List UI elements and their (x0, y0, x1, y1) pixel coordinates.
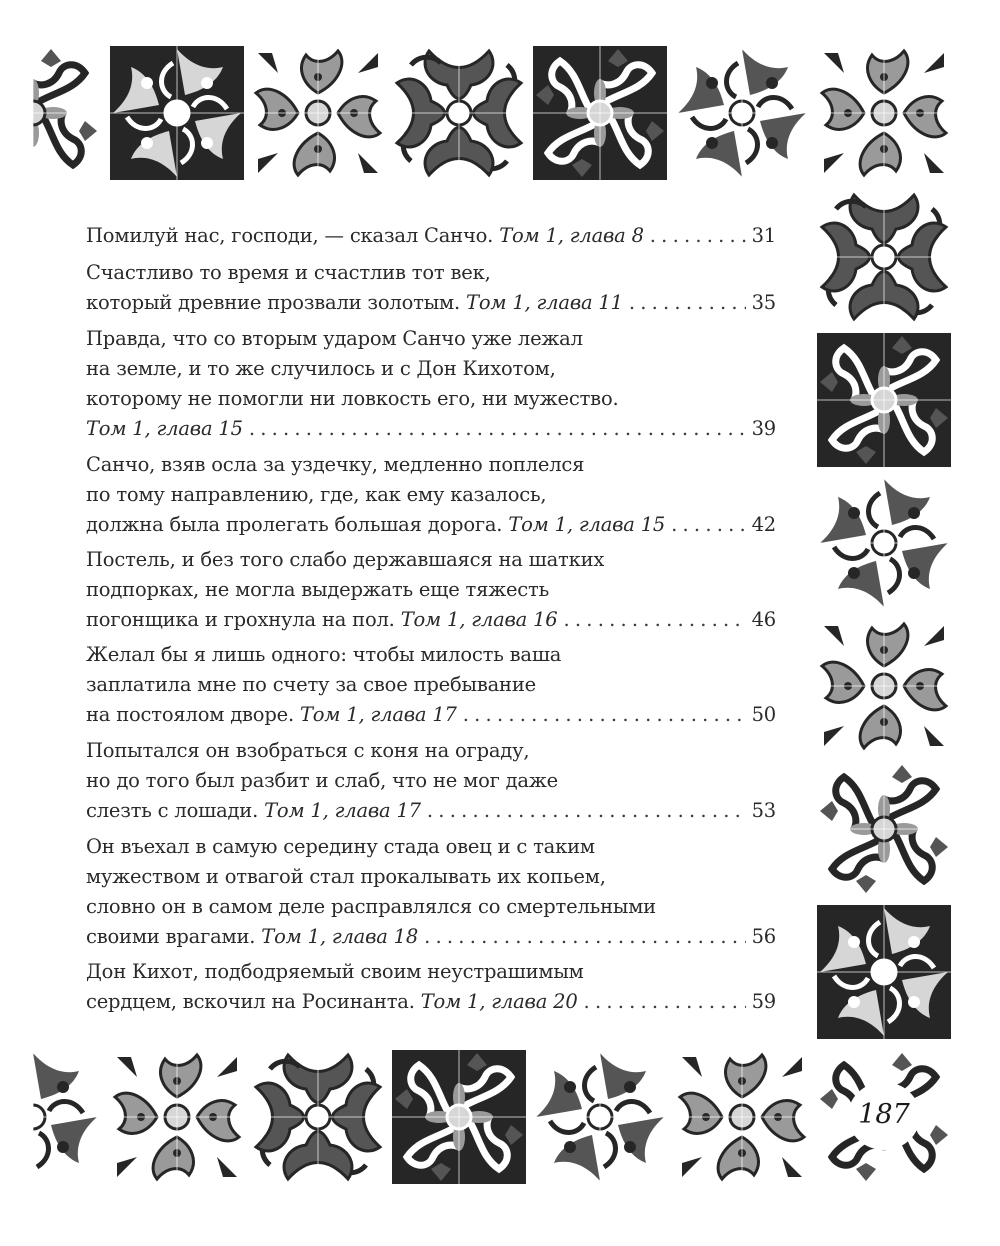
chapter-reference: Том 1, глава 11 (466, 291, 623, 314)
dot-leader (424, 922, 745, 952)
dot-leader (427, 796, 746, 826)
entry-text-line: мужеством и отвагой стал прокалывать их копьем, (86, 865, 606, 888)
folio-page-number: 187 (858, 1099, 910, 1130)
ornamental-tile (533, 1050, 667, 1184)
ornamental-tile (533, 46, 667, 180)
dot-leader (249, 414, 746, 444)
entry-text-line: Он въехал в самую середину стада овец и с таким (86, 835, 595, 858)
ornamental-tile (675, 1050, 809, 1184)
toc-entry-last-line (86, 221, 776, 251)
chapter-reference: Том 1, глава 18 (261, 925, 419, 948)
toc-entry-last-line (86, 987, 776, 1017)
ornamental-tile (817, 619, 951, 753)
ornamental-tile (110, 1050, 244, 1184)
chapter-reference: Том 1, глава 15 (86, 417, 243, 440)
entry-text: своими врагами. (86, 925, 256, 948)
entry-text: погонщика и грохнула на пол. (86, 608, 395, 631)
toc-entry-last-line (86, 605, 776, 635)
toc-entry-last-line (86, 288, 776, 318)
toc-entry-last-line (86, 700, 776, 730)
entry-text: слезть с лошади. (86, 799, 259, 822)
page-number: 31 (751, 224, 776, 247)
ornamental-tile (33, 46, 100, 180)
entry-text-line: Дон Кихот, подбодряемый своим неустрашимым (86, 960, 584, 983)
chapter-reference: Том 1, глава 17 (299, 703, 457, 726)
entry-text-line: Правда, что со вторым ударом Санчо уже лежал (86, 327, 583, 350)
entry-text-line: заплатила мне по счету за свое пребывание (86, 673, 536, 696)
chapter-reference: Том 1, глава 8 (499, 224, 644, 247)
dot-leader (650, 221, 746, 251)
ornamental-tile (817, 762, 951, 896)
page-number: 35 (751, 291, 776, 314)
toc-entry-last-line (86, 796, 776, 826)
entry-text: должна была пролегать большая дорога. (86, 513, 503, 536)
entry-text-line: на земле, и то же случилось и с Дон Кихотом, (86, 357, 556, 380)
dot-leader (671, 510, 745, 540)
ornamental-tile (251, 46, 385, 180)
entry-text-line: по тому направлению, где, как ему казалось, (86, 483, 547, 506)
entry-text: Помилуй нас, господи, — сказал Санчо. (86, 224, 494, 247)
chapter-reference: Том 1, глава 16 (400, 608, 558, 631)
chapter-reference: Том 1, глава 20 (420, 990, 578, 1013)
dot-leader (564, 605, 746, 635)
ornamental-tile (392, 1050, 526, 1184)
dot-leader (629, 288, 746, 318)
entry-text-line: Санчо, взяв осла за уздечку, медленно поплелся (86, 453, 585, 476)
page-number: 53 (751, 799, 776, 822)
entry-text-line: Счастливо то время и счастлив тот век, (86, 261, 491, 284)
toc-entry-last-line (86, 510, 776, 540)
entry-text-line: словно он в самом деле расправлялся со смертельными (86, 895, 656, 918)
entry-text-line: Попытался он взобраться с коня на ограду, (86, 739, 530, 762)
toc-entry-last-line (86, 414, 776, 444)
entry-text: который древние прозвали золотым. (86, 291, 461, 314)
ornamental-tile (817, 476, 951, 610)
chapter-reference: Том 1, глава 15 (508, 513, 666, 536)
entry-text-line: Постель, и без того слабо державшаяся на шатких (86, 548, 605, 571)
ornamental-tile (817, 333, 951, 467)
page-number: 50 (751, 703, 776, 726)
ornamental-tile (817, 905, 951, 1039)
entry-text: на постоялом дворе. (86, 703, 294, 726)
toc-entry-last-line (86, 922, 776, 952)
chapter-reference: Том 1, глава 17 (264, 799, 421, 822)
page-number: 39 (751, 417, 776, 440)
entry-text-line: которому не помогли ни ловкость его, ни мужество. (86, 387, 619, 410)
ornamental-tile (817, 46, 951, 180)
page-number: 59 (751, 990, 776, 1013)
entry-text: сердцем, вскочил на Росинанта. (86, 990, 415, 1013)
page-number: 56 (751, 925, 776, 948)
ornamental-tile (110, 46, 244, 180)
entry-text-line: Желал бы я лишь одного: чтобы милость ваша (86, 643, 562, 666)
ornamental-tile (392, 46, 526, 180)
page-number: 46 (751, 608, 776, 631)
dot-leader (584, 987, 746, 1017)
entry-text-line: подпорках, не могла выдержать еще тяжесть (86, 578, 550, 601)
entry-text-line: но до того был разбит и слаб, что не мог даже (86, 769, 558, 792)
dot-leader (463, 700, 746, 730)
ornamental-tile (251, 1050, 385, 1184)
ornamental-tile (33, 1050, 100, 1184)
ornamental-tile (675, 46, 809, 180)
page-number: 42 (751, 513, 776, 536)
ornamental-tile (817, 190, 951, 324)
